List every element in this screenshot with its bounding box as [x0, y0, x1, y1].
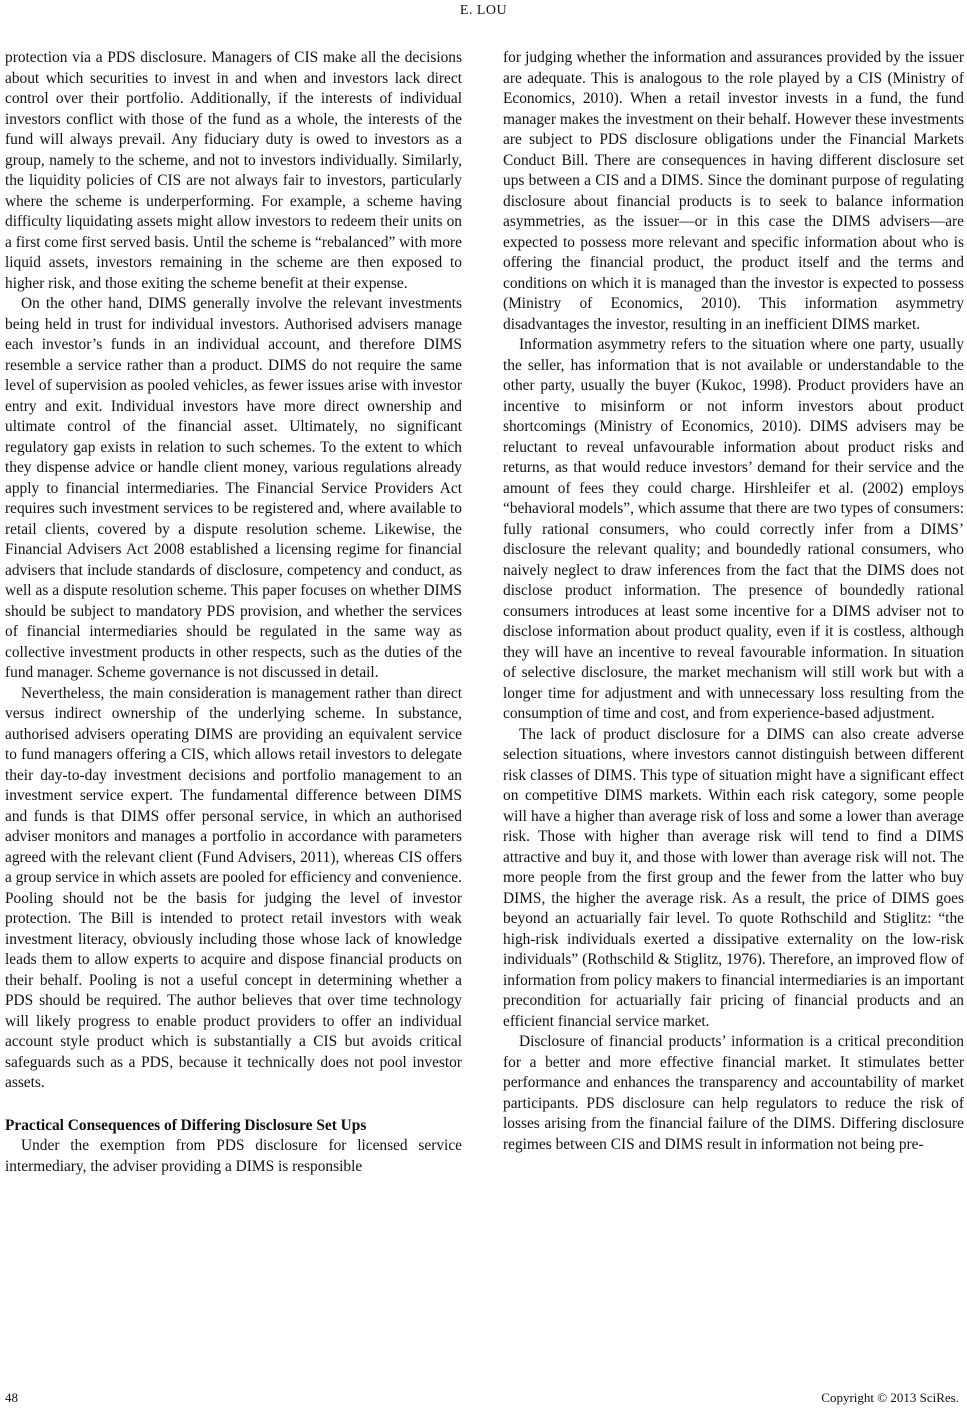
body-paragraph: Nevertheless, the main consideration is management rather than direct versus indirect ownership of the underlying scheme. In substance, authorised advisers operating DIMS are providing an equivalent service to fund managers offering a CIS, which allows retail investors to delegate their day-to-day investment decisions and portfolio management to an investment service expert. The fundamental difference between DIMS and funds is that DIMS offer personal service, in which an authorised adviser monitors and manages a portfolio in accordance with parameters agreed with the relevant client (Fund Advisers, 2011), whereas CIS offers a group service in which assets are pooled for efficiency and convenience. Pooling should not be the basis for judging the level of investor protection. The Bill is intended to protect retail investors with weak investment literacy, obviously including those whose lack of knowledge leads them to allow experts to acquire and dispose financial products on their behalf. Pooling is not a useful concept in determining whether a PDS should be required. The author believes that over time technology will likely progress to enable product providers to offer an individual account style product which is substantially a CIS but avoids critical safeguards such as a PDS, because it technically does not pool investor assets. — [5, 684, 462, 1091]
body-paragraph: The lack of product disclosure for a DIMS can also create adverse selection situations, where investors cannot distinguish between different risk classes of DIMS. This type of situation might have a significant effect on competitive DIMS markets. Within each risk category, some people will have a higher than average risk of loss and some a lower than average risk. Those with higher than average risk will tend to find a DIMS attractive and buy it, and those with lower than average risk will not. The more people from the first group and the fewer from the latter who buy DIMS, the higher the average risk. As a result, the price of DIMS goes beyond an actuarially fair level. To quote Rothschild and Stiglitz: “the high-risk individuals exerted a dissipative externality on the low-risk individuals” (Rothschild & Stiglitz, 1976). Therefore, an improved flow of information from policy makers to financial intermediaries is an important precondition for actuarially fair pricing of financial products and an efficient financial service market. — [503, 725, 964, 1030]
copyright-notice: Copyright © 2013 SciRes. — [821, 1390, 959, 1405]
right-column — [503, 48, 964, 1155]
running-header: E. LOU — [459, 3, 508, 18]
body-paragraph: Disclosure of financial products’ information is a critical precondition for a better and more effective financial market. It stimulates better performance and enhances the transparency and accountability of market participants. PDS disclosure can help regulators to reduce the risk of losses arising from the financial failure of the DIMS. Differing disclosure regimes between CIS and DIMS result in information not being pre- — [503, 1033, 964, 1153]
body-paragraph: On the other hand, DIMS generally involve the relevant investments being held in trust for individual investors. Authorised advisers manage each investor’s funds in an individual account, and therefore DIMS resemble a service rather than a product. DIMS do not require the same level of supervision as pooled vehicles, as fewer issues arise with investor entry and exit. Individual investors have more direct ownership and ultimate control of the financial asset. Ultimately, no significant regulatory gap exists in relation to such schemes. To the extent to which they dispense advice or handle client money, various regulations already apply to financial intermediaries. The Financial Service Providers Act requires such investment services to be registered and, where available to retail clients, covered by a dispute resolution scheme. Likewise, the Financial Advisers Act 2008 established a licensing regime for financial advisers that include standards of disclosure, competency and conduct, as well as a dispute resolution scheme. This paper focuses on whether DIMS should be subject to mandatory PDS provision, and whether the services of financial intermediaries should be regulated in the same way as collective investment products in other respects, such as the duties of the fund manager. Scheme governance is not discussed in detail. — [5, 295, 462, 681]
body-paragraph: protection via a PDS disclosure. Managers of CIS make all the decisions about which securities to invest in and when and investors lack direct control over their portfolio. Additionally, if the interests of individual investors conflict with those of the fund as a whole, the interests of the fund will always prevail. Any fiduciary duty is owed to investors as a group, namely to the scheme, and not to investors individually. Similarly, the liquidity policies of CIS are not always fair to investors, particularly where the scheme is underperforming. For example, a scheme having difficulty liquidating assets might allow investors to redeem their units on a first come first served basis. Until the scheme is “rebalanced” with more liquid assets, investors remaining in the scheme are then exposed to higher risk, and those exiting the scheme benefit at their expense. — [5, 49, 462, 292]
left-column — [5, 48, 462, 1177]
body-paragraph: Under the exemption from PDS disclosure for licensed service intermediary, the adviser providing a DIMS is responsible — [5, 1137, 462, 1175]
body-paragraph: for judging whether the information and assurances provided by the issuer are adequate. This is analogous to the role played by a CIS (Ministry of Economics, 2010). When a retail investor invests in a fund, the fund manager makes the investment on their behalf. However these investments are subject to PDS disclosure obligations under the Financial Markets Conduct Bill. There are consequences in having different disclosure set ups between a CIS and a DIMS. Since the dominant purpose of regulating disclosure about financial products is to seek to balance information asymmetries, as the issuer—or in this case the DIMS advisers—are expected to possess more relevant and specific information about who is offering the financial product, the product itself and the terms and conditions on which it is managed than the investor is expected to possess (Ministry of Economics, 2010). This information asymmetry disadvantages the investor, resulting in an inefficient DIMS market. — [503, 49, 964, 333]
section-heading: Practical Consequences of Differing Disclosure Set Ups — [5, 1116, 367, 1134]
page-number: 48 — [5, 1390, 18, 1405]
body-paragraph: Information asymmetry refers to the situation where one party, usually the seller, has information that is not available or understandable to the other party, usually the buyer (Kukoc, 1998). Product providers have an incentive to misinform or not inform investors about product shortcomings (Ministry of Economics, 2010). DIMS advisers may be reluctant to reveal unfavourable information about product risks and returns, as that would reduce investors’ demand for their service and the amount of fees they could charge. Hirshleifer et al. (2002) employs “behavioral models”, which assume that there are two types of consumers: fully rational consumers, who could correctly infer from a DIMS’ disclosure the relevant quality; and boundedly rational consumers, who naively neglect to draw inferences from the fact that the DIMS does not disclose product information. The presence of boundedly rational consumers introduces at least some incentive for a DIMS adviser not to disclose information about product quality, even if it is costless, although they will have an incentive to reveal favourable information. In situation of selective disclosure, the market mechanism will still work but with a longer time for adjustment and with unnecessary loss resulting from the consumption of time and cost, and from experience-based adjustment. — [503, 336, 964, 722]
